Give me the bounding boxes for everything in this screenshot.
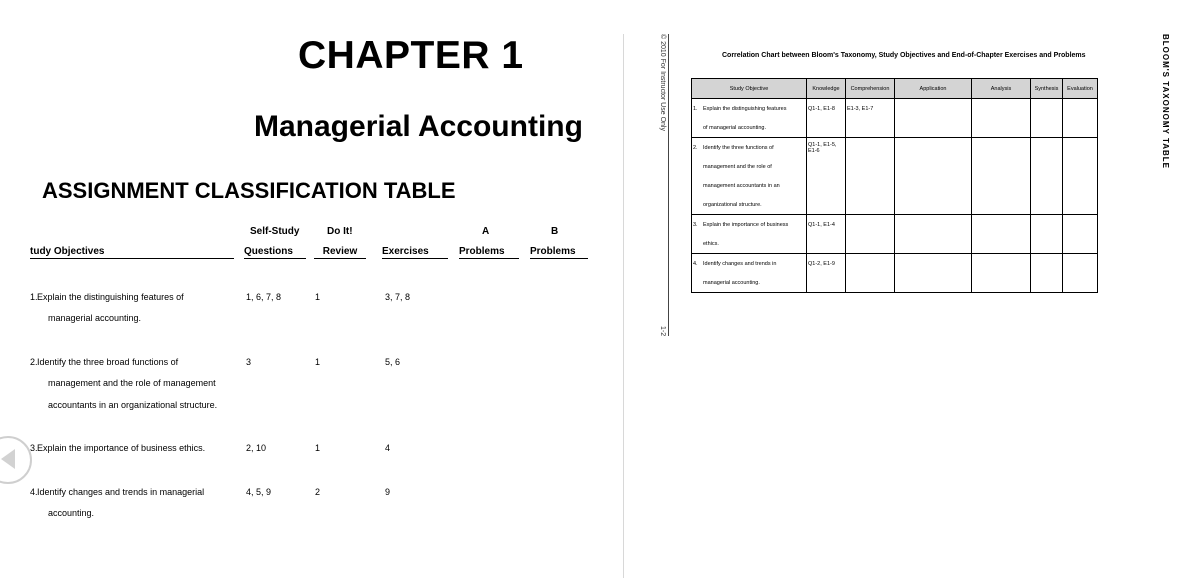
review-cell: 1 [315,292,321,302]
empty-cell [1031,99,1063,138]
empty-cell [895,254,972,293]
objective-line: organizational structure. [703,201,762,208]
objective-line: Explain the importance of business [703,221,789,228]
header-exercises: Exercises [382,246,448,259]
review-cell: 1 [315,357,321,367]
empty-cell [895,215,972,254]
table-row [692,254,1098,293]
table-row [692,138,1098,215]
row-number: 2. [693,144,698,151]
objective-line: accounting. [48,508,95,518]
empty-cell [1063,215,1098,254]
row-number: 2. [30,357,38,367]
empty-cell [1063,138,1098,215]
review-cell: 1 [315,443,321,453]
col-synthesis: Synthesis [1031,79,1063,99]
empty-cell [1063,254,1098,293]
empty-cell [895,99,972,138]
objective-line: ethics. [703,240,719,247]
chapter-title: CHAPTER 1 [298,34,524,77]
header-study-objectives: tudy Objectives [30,246,234,259]
col-study-objective: Study Objective [692,79,807,99]
col-evaluation: Evaluation [1063,79,1098,99]
questions-cell: 2, 10 [246,443,267,453]
header-b-problems: Problems [530,246,588,259]
questions-cell: 4, 5, 9 [246,487,272,497]
row-number: 4. [693,260,698,267]
objective-line: Identify the three functions of [703,144,774,151]
objective-line: managerial accounting. [703,279,760,286]
comprehension-cell [846,215,895,254]
objective-cell [692,215,807,254]
empty-cell [972,99,1031,138]
header-review: Review [314,246,366,259]
empty-cell [972,215,1031,254]
empty-cell [1031,215,1063,254]
objective-line: Identify changes and trends in managerial [37,487,205,497]
exercises-cell: 5, 6 [385,357,401,367]
row-number: 3. [30,443,38,453]
header-a-problems: Problems [459,246,519,259]
objective-cell [692,254,807,293]
previous-page-arrow-icon[interactable] [0,436,32,484]
objective-line: Explain the distinguishing features of [37,292,184,302]
col-application: Application [895,79,972,99]
page-marker: 1-2 [659,326,666,337]
knowledge-cell: Q1-1, E1-5, E1-6 [807,138,846,215]
correlation-table [691,78,1098,293]
review-cell: 2 [315,487,321,497]
row-number: 3. [693,221,698,228]
exercises-cell: 3, 7, 8 [385,292,411,302]
empty-cell [1031,254,1063,293]
objective-line: Explain the distinguishing features [703,105,787,112]
objective-line: management and the role of management [48,378,216,388]
exercises-cell: 9 [385,487,391,497]
objective-line: managerial accounting. [48,313,142,323]
comprehension-cell [846,138,895,215]
bloom-taxonomy-edge-title: BLOOM'S TAXONOMY TABLE [1161,34,1170,170]
comprehension-cell [846,254,895,293]
table-row [692,215,1098,254]
objective-line: Identify the three broad functions of [37,357,179,367]
comprehension-cell: E1-3, E1-7 [846,99,895,138]
row-number: 1. [693,105,698,112]
knowledge-cell: Q1-1, E1-4 [807,215,846,254]
assignment-table-title: ASSIGNMENT CLASSIFICATION TABLE [42,178,456,203]
header-do-it: Do It! [327,226,353,237]
row-number: 1. [30,292,38,302]
empty-cell [972,138,1031,215]
table-row [692,99,1098,138]
empty-cell [895,138,972,215]
objective-line: Explain the importance of business ethics. [37,443,206,453]
header-b: B [551,226,559,237]
objective-line: accountants in an organizational structure. [48,400,218,410]
page-divider [623,34,624,578]
table-header-row [692,79,1098,99]
empty-cell [1031,138,1063,215]
header-questions: Questions [244,246,306,259]
knowledge-cell: Q1-1, E1-8 [807,99,846,138]
objective-line: management and the role of [703,163,772,170]
objective-cell [692,138,807,215]
header-self-study: Self-Study [250,226,300,237]
exercises-cell: 4 [385,443,391,453]
objective-line: of managerial accounting. [703,124,766,131]
col-comprehension: Comprehension [846,79,895,99]
questions-cell: 1, 6, 7, 8 [246,292,282,302]
empty-cell [1063,99,1098,138]
knowledge-cell: Q1-2, E1-9 [807,254,846,293]
objective-line: management accountants in an [703,182,780,189]
col-knowledge: Knowledge [807,79,846,99]
vertical-copyright-text: © 2010 For Instructor Use Only [659,34,666,131]
questions-cell: 3 [246,357,252,367]
objective-cell [692,99,807,138]
chapter-subtitle: Managerial Accounting [254,110,583,143]
margin-rule [668,34,669,336]
col-analysis: Analysis [972,79,1031,99]
correlation-chart-title: Correlation Chart between Bloom's Taxonomy, Study Objectives and End-of-Chapter Exercises and Problems [722,52,1086,59]
objective-line: Identify changes and trends in [703,260,777,267]
empty-cell [972,254,1031,293]
header-a: A [482,226,490,237]
row-number: 4. [30,487,38,497]
